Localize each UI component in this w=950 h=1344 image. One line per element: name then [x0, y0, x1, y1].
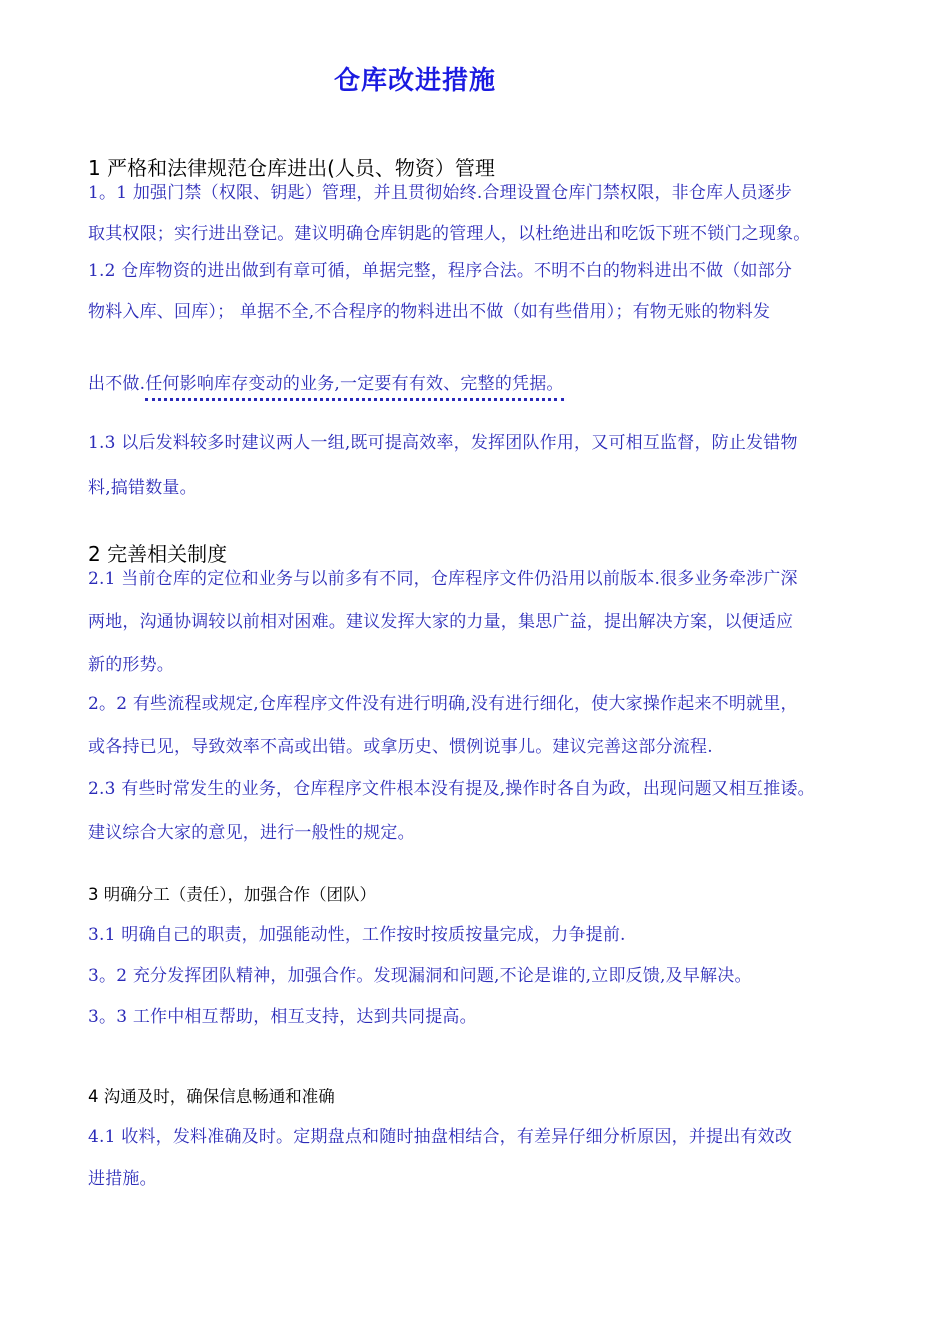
- section-1-line-2: 取其权限；实行进出登记。建议明确仓库钥匙的管理人，以杜绝进出和吃饭下班不锁门之现象。: [88, 224, 811, 244]
- section-1-line-6: 1.3 以后发料较多时建议两人一组,既可提高效率，发挥团队作用，又可相互监督，防止发错物: [88, 433, 798, 453]
- section-3-heading: 3 明确分工（责任），加强合作（团队）: [88, 885, 376, 904]
- section-1-line-5-text: 出不做.: [88, 374, 146, 394]
- section-3-line-3: 3。3 工作中相互帮助，相互支持，达到共同提高。: [88, 1007, 477, 1027]
- section-3-line-1: 3.1 明确自己的职责，加强能动性，工作按时按质按量完成，力争提前.: [88, 925, 626, 945]
- section-2-line-3: 新的形势。: [88, 655, 174, 675]
- section-2-line-7: 建议综合大家的意见，进行一般性的规定。: [88, 823, 415, 843]
- section-4-line-2: 进措施。: [88, 1169, 157, 1189]
- section-3-line-2: 3。2 充分发挥团队精神，加强合作。发现漏洞和问题,不论是谁的,立即反馈,及早解决。: [88, 966, 752, 986]
- section-4-heading: 4 沟通及时，确保信息畅通和准确: [88, 1087, 335, 1106]
- section-1-line-1: 1。1 加强门禁（权限、钥匙）管理，并且贯彻始终.合理设置仓库门禁权限，非仓库人员逐步: [88, 183, 793, 203]
- section-1-heading: 1 严格和法律规范仓库进出(人员、物资）管理: [88, 156, 495, 180]
- section-1-line-4: 物料入库、回库）； 单据不全,不合程序的物料进出不做（如有些借用）；有物无账的物料发: [88, 302, 771, 322]
- document-title: 仓库改进措施: [333, 66, 496, 96]
- section-1-line-5: [88, 369, 898, 394]
- section-2-heading: 2 完善相关制度: [88, 542, 228, 566]
- emphasized-text: 任何影响库存变动的业务,一定要有有效、完整的凭据。: [145, 374, 563, 401]
- section-4-line-1: 4.1 收料，发料准确及时。定期盘点和随时抽盘相结合，有差异仔细分析原因，并提出有效改: [88, 1127, 793, 1147]
- section-2-line-1: 2.1 当前仓库的定位和业务与以前多有不同，仓库程序文件仍沿用以前版本.很多业务牵涉广深: [88, 569, 798, 589]
- section-2-line-6: 2.3 有些时常发生的业务，仓库程序文件根本没有提及,操作时各自为政，出现问题又相互推诿。: [88, 779, 815, 799]
- section-2-line-4: 2。2 有些流程或规定,仓库程序文件没有进行明确,没有进行细化，使大家操作起来不明就里，: [88, 694, 798, 714]
- section-1-line-3: 1.2 仓库物资的进出做到有章可循，单据完整，程序合法。不明不白的物料进出不做（如部分: [88, 261, 793, 281]
- section-1-line-7: 料,搞错数量。: [88, 478, 197, 498]
- section-2-line-2: 两地，沟通协调较以前相对困难。建议发挥大家的力量，集思广益，提出解决方案，以便适应: [88, 612, 794, 632]
- section-2-line-5: 或各持已见，导致效率不高或出错。或拿历史、惯例说事儿。建议完善这部分流程.: [88, 737, 713, 757]
